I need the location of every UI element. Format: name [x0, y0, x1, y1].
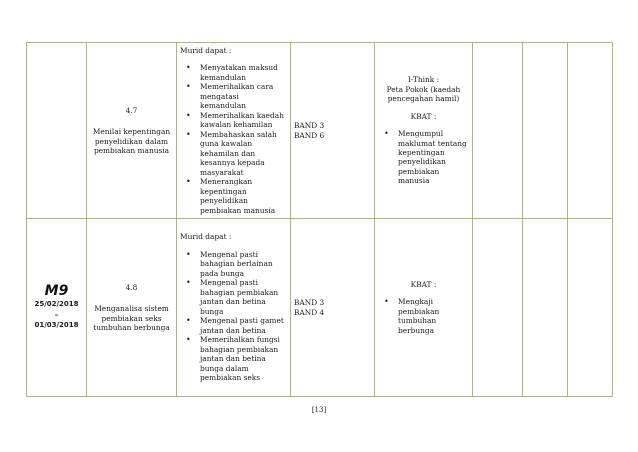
list-item: • Menerangkan kepentingan penyelidikan pembiakan manusia [194, 177, 287, 215]
objectives-cell [177, 43, 291, 219]
band-cell [291, 43, 375, 219]
list-item: • Membahaskan salah guna kawalan kehamilan dan kesannya kepada masyarakat [194, 130, 287, 177]
page-number: [13] [311, 406, 327, 414]
band-label: BAND 4 [294, 307, 325, 317]
week-cell [27, 219, 87, 397]
table-row [27, 219, 613, 397]
empty-cell [568, 43, 613, 219]
objectives-list [180, 250, 287, 383]
objectives-heading: Murid dapat : [180, 232, 232, 242]
band-label: BAND 3 [294, 121, 325, 131]
objectives-list [180, 63, 287, 215]
standard-title: Menganalisa sistem pembiakan seks tumbuhan berbunga [93, 304, 170, 332]
empty-cell [523, 43, 568, 219]
standard-cell [87, 219, 177, 397]
list-item: • Mengkaji pembiakan tumbuhan berbunga [392, 297, 469, 335]
band-label: BAND 6 [294, 130, 325, 140]
lesson-plan-table [26, 42, 613, 397]
standard-code: 4.8 [125, 282, 138, 292]
empty-cell [473, 43, 523, 219]
kbat-title: KBAT : [410, 111, 437, 121]
week-date-end: 01/03/2018 [34, 321, 79, 330]
week-date-start: 25/02/2018 [34, 300, 79, 309]
week-cell [27, 43, 87, 219]
objectives-heading: Murid dapat : [180, 46, 232, 56]
ithink-kbat-cell [375, 219, 473, 397]
standard-code: 4.7 [125, 105, 138, 115]
empty-cell [568, 219, 613, 397]
list-item: • Mengenal pasti bahagian berlainan pada bunga [194, 250, 287, 278]
list-item: • Memerihalkan kaedah kawalan kehamilan [194, 111, 287, 130]
empty-cell [523, 219, 568, 397]
week-date-separator: – [54, 310, 59, 319]
ithink-kbat-cell [375, 43, 473, 219]
list-item: • Memerihalkan fungsi bahagian pembiakan jantan dan betina bunga dalam pembiakan seks [194, 335, 287, 382]
objectives-cell [177, 219, 291, 397]
ithink-text: Peta Pokok (kaedah pencegahan hamil) [386, 84, 461, 104]
band-cell [291, 219, 375, 397]
ithink-title: I-Think : [407, 75, 440, 85]
empty-cell [473, 219, 523, 397]
list-item: • Mengenal pasti bahagian pembiakan jantan dan betina bunga [194, 278, 287, 316]
band-label: BAND 3 [294, 298, 325, 308]
kbat-list [378, 297, 469, 335]
week-code: M9 [44, 283, 69, 300]
table-row [27, 43, 613, 219]
list-item: • Mengenal pasti gamet jantan dan betina [194, 316, 287, 335]
standard-cell [87, 43, 177, 219]
list-item: • Mengumpul maklumat tentang kepentingan penyelidikan pembiakan manusia [392, 129, 469, 186]
standard-title: Menilai kepentingan penyelidikan dalam pembiakan manusia [92, 127, 171, 155]
kbat-list [378, 129, 469, 186]
list-item: • Memerihalkan cara mengatasi kemandulan [194, 82, 287, 110]
kbat-title: KBAT : [410, 279, 437, 289]
list-item: • Menyatakan maksud kemandulan [194, 63, 287, 82]
